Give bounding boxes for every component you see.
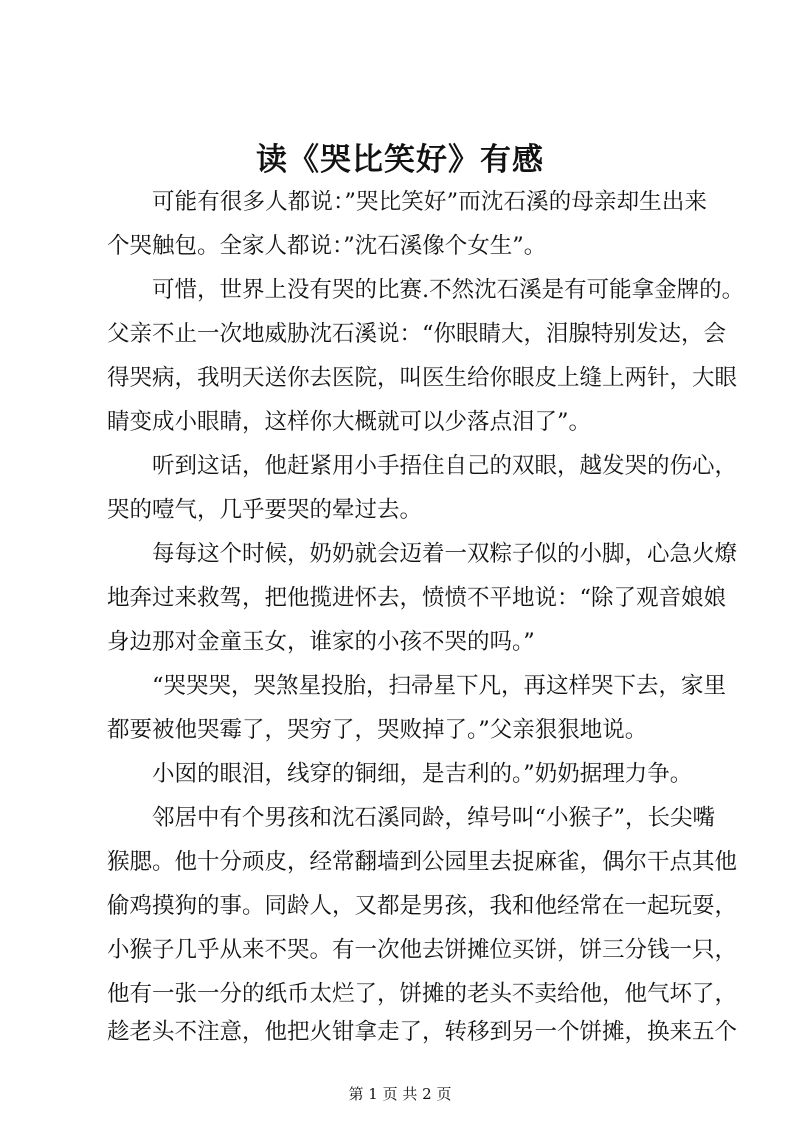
text-line: 趁老头不注意，他把火钳拿走了，转移到另一个饼摊，换来五个 — [107, 1019, 738, 1045]
text-line: 父亲不止一次地威胁沈石溪说：“你眼睛大，泪腺特别发达，会 — [107, 321, 727, 347]
text-line: 小猴子几乎从来不哭。有一次他去饼摊位买饼，饼三分钱一只， — [107, 937, 738, 963]
text-line: 邻居中有个男孩和沈石溪同龄，绰号叫“小猴子”，长尖嘴 — [152, 805, 716, 831]
text-line: 听到这话，他赶紧用小手捂住自己的双眼，越发哭的伤心， — [152, 453, 738, 479]
text-line: 偷鸡摸狗的事。同龄人，又都是男孩，我和他经常在一起玩耍， — [107, 893, 738, 919]
text-line: 睛变成小眼睛，这样你大概就可以少落点泪了”。 — [107, 409, 592, 435]
text-line: 猴腮。他十分顽皮，经常翻墙到公园里去捉麻雀，偶尔干点其他 — [107, 849, 738, 875]
document-title: 读《哭比笑好》有感 — [256, 142, 544, 178]
text-line: 他有一张一分的纸币太烂了，饼摊的老头不卖给他，他气坏了， — [107, 981, 738, 1007]
page-footer: 第 1 页 共 2 页 — [348, 1085, 452, 1103]
text-line: 个哭触包。全家人都说：”沈石溪像个女生”。 — [107, 233, 547, 259]
text-line: 地奔过来救驾，把他揽进怀去，愤愤不平地说：“除了观音娘娘 — [107, 585, 727, 611]
text-line: “哭哭哭，哭煞星投胎，扫帚星下凡，再这样哭下去，家里 — [152, 673, 727, 699]
text-line: 可能有很多人都说：”哭比笑好”而沈石溪的母亲却生出来 — [152, 189, 707, 215]
text-line: 哭的噎气，几乎要哭的晕过去。 — [107, 497, 423, 523]
text-line: 得哭病，我明天送你去医院，叫医生给你眼皮上缝上两针，大眼 — [107, 365, 738, 391]
text-line: 每每这个时候，奶奶就会迈着一双粽子似的小脚，心急火燎 — [152, 541, 738, 567]
text-line: 身边那对金童玉女，谁家的小孩不哭的吗。” — [107, 629, 535, 655]
text-line: 都要被他哭霉了，哭穷了，哭败掉了。”父亲狠狠地说。 — [107, 717, 648, 743]
text-line: 小囡的眼泪，线穿的铜细，是吉利的。”奶奶据理力争。 — [152, 761, 693, 787]
text-line: 可惜，世界上没有哭的比赛.不然沈石溪是有可能拿金牌的。 — [152, 277, 745, 303]
